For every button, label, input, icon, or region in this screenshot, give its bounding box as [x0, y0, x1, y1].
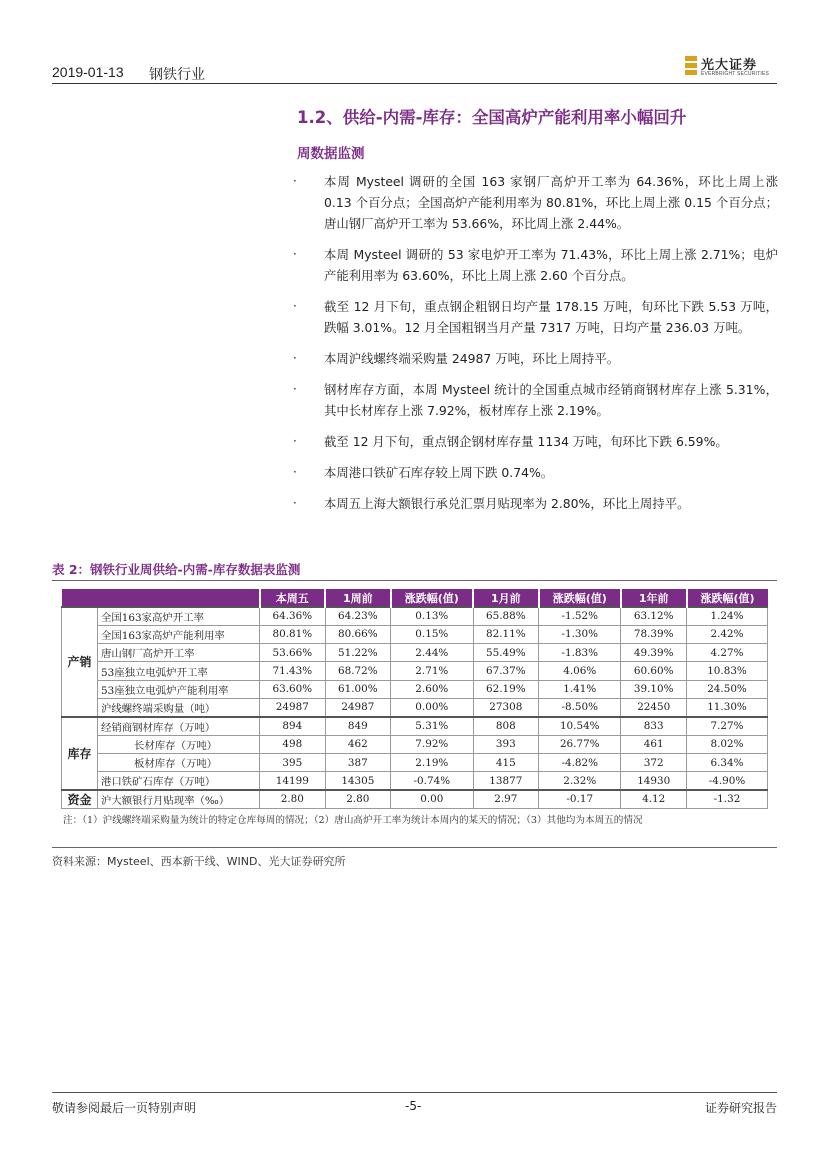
table-row	[62, 735, 768, 753]
table-row	[62, 790, 768, 809]
table-cell: -4.90%	[687, 772, 768, 790]
bullet-dot: ·	[293, 496, 297, 510]
report-date: 2019-01-13	[52, 64, 124, 80]
table-cell: 80.66%	[325, 625, 391, 643]
table-source: 资料来源：Mysteel、西本新干线、WIND、光大证券研究所	[52, 855, 346, 868]
table-cell: 64.23%	[325, 607, 391, 625]
table-cell: 27308	[473, 698, 539, 716]
table-cell: -4.82%	[539, 753, 621, 771]
table-cell: -1.52%	[539, 607, 621, 625]
table-cell: 808	[473, 717, 539, 735]
bullet-dot: ·	[293, 382, 297, 396]
bullet-text: 钢材库存方面，本周 Mysteel 统计的全国重点城市经销商钢材库存上涨 5.31%，其中长材库存上涨 7.92%，板材库存上涨 2.19%。	[324, 382, 778, 418]
table-header-cell: 1年前	[621, 589, 687, 607]
table-row	[62, 607, 768, 625]
logo-subtitle: EVERBRIGHT SECURITIES	[701, 71, 770, 77]
bullet-item	[293, 244, 778, 286]
table-cell: -8.50%	[539, 698, 621, 716]
table-cell: 64.36%	[260, 607, 326, 625]
row-item-label: 沪线螺终端采购量（吨）	[98, 698, 260, 716]
table-cell: 5.31%	[391, 717, 473, 735]
table-cell: 14305	[325, 772, 391, 790]
table-cell: 415	[473, 753, 539, 771]
caption-rule	[52, 580, 777, 581]
row-group-label: 资金	[62, 790, 98, 809]
table-cell: 387	[325, 753, 391, 771]
table-cell: 55.49%	[473, 644, 539, 662]
table-cell: 67.37%	[473, 662, 539, 680]
row-item-label: 全国163家高炉开工率	[98, 607, 260, 625]
table-cell: 24987	[260, 698, 326, 716]
table-cell: 894	[260, 717, 326, 735]
bullet-text: 本周沪线螺终端采购量 24987 万吨，环比上周持平。	[324, 351, 620, 366]
table-row	[62, 680, 768, 698]
table-caption: 表 2：钢铁行业周供给-内需-库存数据表监测	[52, 562, 301, 577]
table-cell: 2.44%	[391, 644, 473, 662]
table-cell: 82.11%	[473, 625, 539, 643]
row-item-label: 港口铁矿石库存（万吨）	[98, 772, 260, 790]
table-header-row	[62, 589, 768, 607]
row-item-label: 53座独立电弧炉开工率	[98, 662, 260, 680]
row-item-label: 长材库存（万吨）	[98, 735, 260, 753]
table-header-cell: 涨跌幅(值)	[539, 589, 621, 607]
table-cell: 2.80	[260, 790, 326, 809]
table-cell: 498	[260, 735, 326, 753]
table-cell: 2.32%	[539, 772, 621, 790]
table-row	[62, 717, 768, 735]
bullet-item	[293, 379, 778, 421]
table-cell: 13877	[473, 772, 539, 790]
table-cell: 62.19%	[473, 680, 539, 698]
table-cell: 4.27%	[687, 644, 768, 662]
bullet-text: 截至 12 月下旬，重点钢企钢材库存量 1134 万吨，旬环比下跌 6.59%。	[324, 434, 728, 449]
table-cell: 53.66%	[260, 644, 326, 662]
bullet-item	[293, 462, 778, 483]
table-cell: 14930	[621, 772, 687, 790]
table-cell: 6.34%	[687, 753, 768, 771]
table-cell: 461	[621, 735, 687, 753]
table-cell: 1.24%	[687, 607, 768, 625]
table-cell: 68.72%	[325, 662, 391, 680]
row-group-label: 库存	[62, 717, 98, 790]
footer-rule	[52, 1092, 777, 1093]
table-row	[62, 662, 768, 680]
bullet-text: 本周五上海大额银行承兑汇票月贴现率为 2.80%，环比上周持平。	[324, 496, 690, 511]
table-cell: -0.74%	[391, 772, 473, 790]
section-title: 1.2、供给-内需-库存：全国高炉产能利用率小幅回升	[297, 108, 687, 127]
table-cell: 4.12	[621, 790, 687, 809]
table-cell: 51.22%	[325, 644, 391, 662]
table-cell: 14199	[260, 772, 326, 790]
table-cell: 60.60%	[621, 662, 687, 680]
table-cell: 65.88%	[473, 607, 539, 625]
table-row	[62, 625, 768, 643]
table-cell: 78.39%	[621, 625, 687, 643]
row-item-label: 全国163家高炉产能利用率	[98, 625, 260, 643]
row-item-label: 板材库存（万吨）	[98, 753, 260, 771]
page-header	[52, 54, 777, 84]
bullet-text: 本周 Mysteel 调研的 53 家电炉开工率为 71.43%，环比上周上涨 2.71%；电炉产能利用率为 63.60%，环比上周上涨 2.60 个百分点。	[324, 247, 778, 283]
bullet-list	[293, 171, 778, 524]
table-header-cell: 涨跌幅(值)	[687, 589, 768, 607]
bullet-item	[293, 493, 778, 514]
table-header-blank	[62, 589, 260, 607]
bullet-item	[293, 348, 778, 369]
table-note: 注：（1）沪线螺终端采购量为统计的特定仓库每周的情况；（2）唐山高炉开工率为统计本周内的某天的情况；（3）其他均为本周五的情况	[63, 814, 643, 826]
table-cell: 4.06%	[539, 662, 621, 680]
table-cell: 8.02%	[687, 735, 768, 753]
row-item-label: 沪大额银行月贴现率（‰）	[98, 790, 260, 809]
table-cell: 462	[325, 735, 391, 753]
table-cell: -1.30%	[539, 625, 621, 643]
table-cell: 61.00%	[325, 680, 391, 698]
table-cell: -1.83%	[539, 644, 621, 662]
bullet-text: 截至 12 月下旬，重点钢企粗钢日均产量 178.15 万吨，旬环比下跌 5.53 万吨，跌幅 3.01%。12 月全国粗钢当月产量 7317 万吨，日均产量 236.03 万吨。	[324, 299, 778, 335]
bullet-item	[293, 296, 778, 338]
table-cell: -0.17	[539, 790, 621, 809]
bullet-dot: ·	[293, 465, 297, 479]
table-cell: 71.43%	[260, 662, 326, 680]
sub-title: 周数据监测	[297, 146, 365, 162]
table-cell: 63.12%	[621, 607, 687, 625]
table-cell: 0.15%	[391, 625, 473, 643]
table-header-cell: 本周五	[260, 589, 326, 607]
table-cell: 2.60%	[391, 680, 473, 698]
table-cell: 2.80	[325, 790, 391, 809]
bullet-item	[293, 431, 778, 452]
row-item-label: 经销商钢材库存（万吨）	[98, 717, 260, 735]
data-table-frame	[61, 589, 768, 827]
table-cell: 63.60%	[260, 680, 326, 698]
table-cell: 2.42%	[687, 625, 768, 643]
logo-name: 光大证券	[701, 58, 758, 73]
report-industry: 钢铁行业	[149, 67, 205, 83]
table-cell: 7.92%	[391, 735, 473, 753]
supply-demand-inventory-table	[61, 589, 768, 809]
bullet-dot: ·	[293, 174, 297, 188]
table-cell: 24.50%	[687, 680, 768, 698]
row-group-label: 产销	[62, 607, 98, 717]
bullet-dot: ·	[293, 434, 297, 448]
header-rule	[52, 83, 777, 84]
table-row	[62, 753, 768, 771]
bullet-dot: ·	[293, 247, 297, 261]
table-cell: 2.97	[473, 790, 539, 809]
table-cell: 372	[621, 753, 687, 771]
table-header-cell: 涨跌幅(值)	[391, 589, 473, 607]
table-cell: 0.00	[391, 790, 473, 809]
company-logo	[685, 54, 777, 80]
table-cell: 22450	[621, 698, 687, 716]
footer-report-type: 证券研究报告	[704, 1101, 777, 1115]
table-cell: 0.13%	[391, 607, 473, 625]
table-bottom-rule	[52, 847, 777, 848]
row-item-label: 53座独立电弧炉产能利用率	[98, 680, 260, 698]
table-header-cell: 1周前	[325, 589, 391, 607]
table-cell: 2.19%	[391, 753, 473, 771]
table-cell: -1.32	[687, 790, 768, 809]
table-cell: 26.77%	[539, 735, 621, 753]
table-cell: 49.39%	[621, 644, 687, 662]
bullet-dot: ·	[293, 351, 297, 365]
logo-mark-icon	[685, 56, 697, 76]
table-cell: 1.41%	[539, 680, 621, 698]
table-cell: 7.27%	[687, 717, 768, 735]
table-cell: 24987	[325, 698, 391, 716]
table-cell: 395	[260, 753, 326, 771]
table-cell: 80.81%	[260, 625, 326, 643]
table-body	[62, 607, 768, 808]
table-cell: 10.54%	[539, 717, 621, 735]
table-cell: 393	[473, 735, 539, 753]
table-cell: 2.71%	[391, 662, 473, 680]
bullet-text: 本周港口铁矿石库存较上周下跌 0.74%。	[324, 465, 554, 480]
table-cell: 10.83%	[687, 662, 768, 680]
table-cell: 0.00%	[391, 698, 473, 716]
bullet-text: 本周 Mysteel 调研的全国 163 家钢厂高炉开工率为 64.36%，环比上周上涨 0.13 个百分点；全国高炉产能利用率为 80.81%，环比上周上涨 0.15 个百分点；唐山钢厂高炉开工率为 53.66%，环比周上涨 2.44%。	[324, 174, 778, 231]
footer-disclaimer: 敬请参阅最后一页特别声明	[52, 1101, 197, 1115]
bullet-item	[293, 171, 778, 234]
page-number: -5-	[405, 1099, 422, 1113]
table-cell: 833	[621, 717, 687, 735]
row-item-label: 唐山钢厂高炉开工率	[98, 644, 260, 662]
table-row	[62, 772, 768, 790]
table-cell: 849	[325, 717, 391, 735]
bullet-dot: ·	[293, 299, 297, 313]
table-cell: 39.10%	[621, 680, 687, 698]
table-row	[62, 644, 768, 662]
table-header-cell: 1月前	[473, 589, 539, 607]
table-row	[62, 698, 768, 716]
table-cell: 11.30%	[687, 698, 768, 716]
